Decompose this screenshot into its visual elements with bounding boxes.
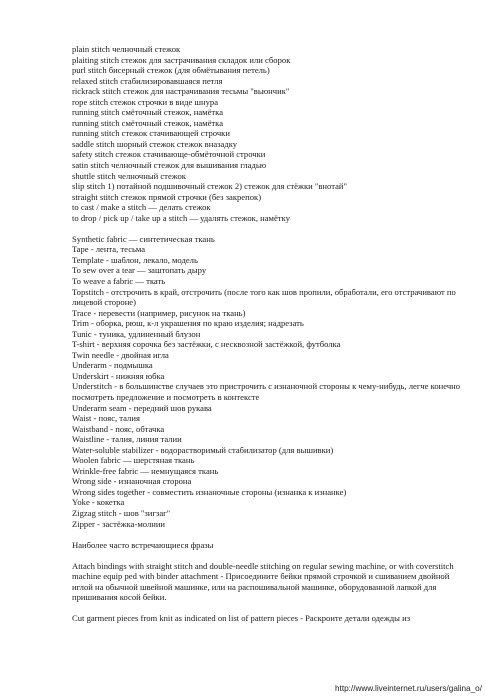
list-item: rope stitch стежок строчки в виде шнура	[72, 96, 219, 107]
list-item: running stitch смёточный стежок, намётка	[72, 107, 224, 118]
list-item: Twin needle - двойная игла	[72, 349, 169, 360]
spacer	[72, 603, 464, 614]
list-item: Underarm seam - передний шов рукава	[72, 402, 212, 413]
list-item: to drop / pick up / take up a stitch — удалять стежок, намётку	[72, 212, 290, 223]
list-item: Wrong sides together - совместить изнаночные стороны (изнанка к изнанке)	[72, 486, 347, 497]
list-item: plain stitch челночный стежок	[72, 44, 181, 54]
list-item: Waistline - талия, линия талии	[72, 434, 182, 445]
list-item: rickrack stitch стежок для настрачивания тесьмы "вьюнчик"	[72, 86, 290, 97]
list-item: Template - шаблон, лекало, модель	[72, 254, 198, 265]
list-item: Wrong side - изнаночная сторона	[72, 476, 192, 487]
list-item: Underarm - подмышка	[72, 360, 153, 371]
list-item: plaiting stitch стежок для застрачивания складок или сборок	[72, 54, 291, 65]
list-item: running stitch смёточный стежок, намётка	[72, 117, 224, 128]
list-item: slip stitch 1) потайной подшивочный стежок 2) стежок для стёжки "внотай"	[72, 181, 347, 192]
list-item: Underskirt - нижняя юбка	[72, 370, 165, 381]
list-item: Waist - пояс, талия	[72, 413, 140, 424]
list-item: Trim - оборка, рюш, к-л украшения по краю изделия; надрезать	[72, 318, 304, 329]
list-item: saddle stitch шорный стежок стежок вназадку	[72, 138, 238, 149]
list-item: running stitch стежок стачивающей строчки	[72, 128, 230, 139]
list-item: To weave a fabric — ткать	[72, 275, 166, 286]
list-item: satin stitch челночный стежок для вышивания гладью	[72, 160, 267, 171]
list-item: Topstitch - отстрочить в край, отстрочить (после того как шов пропили, обработали, его отстрачивают по лицевой стороне)	[72, 286, 456, 308]
phrase-paragraph: Attach bindings with straight stitch and double-needle stitching on regular sewing machine, or with coverstitch machine equip ped with binder attachment - Присоедините бейки прямой строчкой и сшиванием двойной иглой на обычной швейной машинке, или на распошивальной машинке, оборудованной лапкой для пришивания косой бейки.	[72, 560, 454, 603]
stitch-list	[72, 44, 464, 223]
list-item: Water-soluble stabilizer - водорастворимый стабилизатор (для вышивки)	[72, 444, 334, 455]
list-item: To sew over a tear — заштопать дыру	[72, 265, 207, 276]
list-item: Trace - перевести (например, рисунок на ткань)	[72, 307, 246, 318]
list-item: purl stitch бисерный стежок (для обмётывания петель)	[72, 65, 270, 76]
list-item: to cast / make a stitch — делать стежок	[72, 202, 211, 213]
list-item: Synthetic fabric — синтетическая ткань	[72, 233, 215, 244]
list-item: Yoke - кокетка	[72, 497, 125, 508]
document-page	[72, 44, 464, 624]
section-heading: Наиболее часто встречающиеся фразы	[72, 539, 214, 550]
spacer	[72, 550, 464, 561]
list-item: Tunic - туника, удлиненный блузон	[72, 328, 201, 339]
list-item: Waistband - пояс, обтачка	[72, 423, 165, 434]
list-item: Understitch - в большинстве случаев это пристрочить с изнаночной стороны к чему-нибудь, легче конечно посмотреть предложение и посмотреть в контексте	[72, 381, 461, 402]
spacer	[72, 529, 464, 540]
list-item: Tape - лента, тесьма	[72, 244, 146, 255]
list-item: safety stitch стежок стачивающе-обмёточной строчки	[72, 149, 266, 160]
list-item: Woolen fabric — шерстяная ткань	[72, 455, 195, 466]
glossary-list	[72, 234, 464, 529]
list-item: T-shirt - верхняя сорочка без застёжки, с несквозной застёжкой, футболка	[72, 339, 341, 350]
phrase-paragraph: Cut garment pieces from knit as indicated on list of pattern pieces - Раскроите детали одежды из	[72, 613, 411, 624]
list-item: Zigzag stitch - шов "зигзаг"	[72, 508, 171, 519]
list-item: Wrinkle-free fabric — немнущаяся ткань	[72, 465, 219, 476]
list-item: Zipper - застёжка-молнии	[72, 518, 166, 529]
list-item: relaxed stitch стабилизировавшаяся петля	[72, 75, 223, 86]
list-item: straight stitch стежок прямой строчки (без закрепок)	[72, 191, 262, 202]
spacer	[72, 223, 464, 234]
source-url: http://www.liveinternet.ru/users/galina_o/	[335, 684, 482, 693]
list-item: shuttle stitch челночный стежок	[72, 170, 186, 181]
